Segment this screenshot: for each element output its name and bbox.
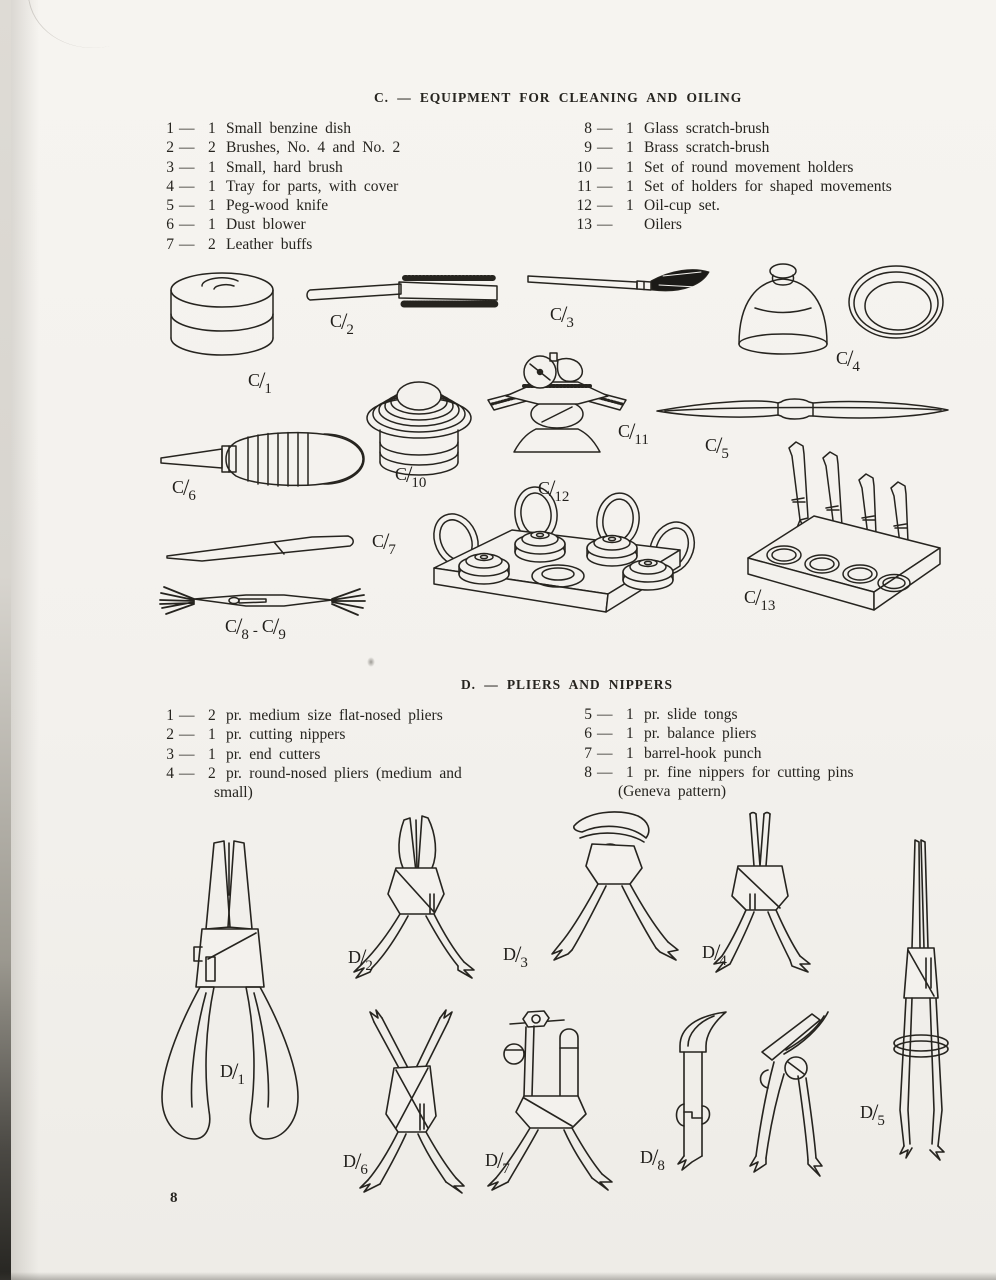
figure-label-c11 bbox=[618, 417, 649, 449]
item-dash: — bbox=[179, 139, 195, 157]
figure-letter: D bbox=[343, 1151, 356, 1171]
item-quantity: 1 bbox=[208, 120, 216, 137]
item-number: 10 bbox=[576, 158, 592, 176]
figure-slash: / bbox=[629, 419, 636, 444]
item-description: Leather buffs bbox=[226, 235, 313, 253]
item-dash: — bbox=[597, 725, 613, 743]
geneva-nippers-illustration bbox=[650, 1008, 838, 1186]
item-description: Glass scratch-brush bbox=[644, 120, 770, 137]
list-item bbox=[560, 177, 892, 196]
figure-number: 1 bbox=[264, 381, 272, 397]
figure-label-d4 bbox=[702, 938, 727, 970]
item-number: 2 bbox=[166, 726, 174, 744]
item-description-line2: (Geneva pattern) bbox=[618, 783, 727, 801]
item-quantity: 1 bbox=[208, 216, 216, 234]
item-number: 7 bbox=[584, 744, 592, 762]
peg-wood-knife-illustration bbox=[653, 388, 953, 430]
item-quantity: 2 bbox=[208, 707, 216, 724]
item-quantity: 1 bbox=[626, 706, 634, 723]
item-dash: — bbox=[179, 177, 195, 195]
figure-letter: C bbox=[330, 311, 343, 331]
item-description: pr. medium size flat-nosed pliers bbox=[226, 707, 443, 724]
section-c-title: C. — EQUIPMENT FOR CLEANING AND OILING bbox=[374, 90, 743, 105]
figure-letter: C bbox=[538, 478, 551, 498]
figure-slash: / bbox=[755, 585, 762, 610]
figure-number: 7 bbox=[502, 1161, 510, 1177]
figure-slash: / bbox=[259, 368, 266, 393]
figure-number: 8 bbox=[657, 1158, 665, 1174]
item-quantity: 1 bbox=[208, 726, 216, 744]
figure-number: 3 bbox=[566, 315, 574, 331]
item-description: pr. balance pliers bbox=[644, 725, 757, 743]
item-dash: — bbox=[597, 139, 613, 157]
figure-letter: C bbox=[172, 477, 185, 497]
figure-number: 7 bbox=[388, 542, 396, 558]
figure-letter: C bbox=[836, 348, 849, 368]
figure-number: 11 bbox=[634, 432, 649, 448]
figure-label-c7 bbox=[372, 527, 396, 559]
item-description: Set of holders for shaped movements bbox=[644, 177, 892, 195]
shaped-movement-holder-illustration bbox=[478, 352, 636, 456]
figure-number: 5 bbox=[721, 446, 729, 462]
figure-label-c8-c9 bbox=[225, 612, 286, 644]
item-description: Tray for parts, with cover bbox=[226, 177, 399, 195]
section-c-list-right bbox=[560, 119, 892, 235]
item-number: 11 bbox=[577, 177, 592, 195]
figure-letter: D bbox=[640, 1147, 653, 1167]
figure-letter: C bbox=[225, 616, 238, 636]
ink-smudge bbox=[367, 657, 375, 667]
section-d-list-right bbox=[560, 705, 854, 801]
item-number: 8 bbox=[584, 763, 592, 781]
list-item bbox=[158, 138, 400, 157]
item-number: 4 bbox=[166, 177, 174, 195]
item-dash: — bbox=[597, 120, 613, 137]
item-description: pr. cutting nippers bbox=[226, 726, 346, 744]
figure-number: 4 bbox=[852, 359, 860, 375]
list-item bbox=[158, 745, 462, 764]
item-number: 13 bbox=[576, 216, 592, 234]
figure-letter: D bbox=[702, 942, 715, 962]
list-item bbox=[560, 119, 892, 138]
figure-slash: / bbox=[872, 1100, 879, 1125]
item-description bbox=[214, 764, 462, 803]
figure-slash: / bbox=[341, 309, 348, 334]
item-quantity: 1 bbox=[626, 197, 634, 215]
figure-label-c2 bbox=[330, 307, 354, 339]
list-item bbox=[158, 725, 462, 744]
page-number: 8 bbox=[170, 1190, 178, 1206]
item-quantity: 2 bbox=[208, 235, 216, 253]
figure-number: 2 bbox=[365, 958, 373, 974]
figure-letter: D bbox=[503, 944, 516, 964]
figure-number: 6 bbox=[360, 1162, 368, 1178]
item-description: pr. slide tongs bbox=[644, 706, 738, 723]
item-quantity: 1 bbox=[208, 177, 216, 195]
item-dash: — bbox=[597, 197, 613, 215]
list-item bbox=[158, 177, 400, 196]
slide-tongs-illustration bbox=[876, 830, 966, 1160]
item-number: 12 bbox=[576, 197, 592, 215]
leather-buff-illustration bbox=[162, 530, 362, 565]
figure-letter: C bbox=[248, 370, 261, 390]
figure-slash: / bbox=[183, 475, 190, 500]
list-item bbox=[158, 196, 400, 215]
figure-number: 12 bbox=[554, 489, 570, 505]
item-description bbox=[618, 763, 854, 802]
section-d-title: D. — PLIERS AND NIPPERS bbox=[461, 677, 673, 692]
page-bottom-shadow bbox=[0, 1272, 996, 1280]
figure-slash: / bbox=[847, 346, 854, 371]
figure-label-d6 bbox=[343, 1147, 368, 1179]
item-number: 9 bbox=[584, 139, 592, 157]
item-quantity: 1 bbox=[626, 139, 634, 157]
figure-number: 5 bbox=[877, 1113, 885, 1129]
item-quantity: 1 bbox=[626, 158, 634, 176]
list-item bbox=[158, 215, 400, 234]
item-dash: — bbox=[597, 763, 613, 781]
figure-label-c13 bbox=[744, 583, 775, 615]
figure-label-c12 bbox=[538, 474, 569, 506]
item-quantity: 1 bbox=[626, 177, 634, 195]
item-dash: — bbox=[597, 216, 613, 234]
page-left-edge-shadow bbox=[0, 0, 11, 1280]
figure-label-c3 bbox=[550, 300, 574, 332]
item-dash: — bbox=[179, 707, 195, 724]
figure-slash: / bbox=[497, 1148, 504, 1173]
item-dash: — bbox=[179, 158, 195, 176]
figure-label-d5 bbox=[860, 1098, 885, 1130]
item-dash: — bbox=[179, 745, 195, 763]
figure-slash: / bbox=[236, 614, 243, 639]
figure-label-c10 bbox=[395, 460, 426, 492]
figure-slash: / bbox=[272, 614, 280, 639]
figure-number: 1 bbox=[237, 1072, 245, 1088]
figure-label-c4 bbox=[836, 344, 860, 376]
figure-slash: / bbox=[406, 462, 413, 487]
item-number: 8 bbox=[584, 120, 592, 137]
figure-label-d7 bbox=[485, 1146, 510, 1178]
item-quantity: 1 bbox=[626, 120, 634, 137]
item-number: 7 bbox=[166, 235, 174, 253]
item-description-line1: pr. fine nippers for cutting pins bbox=[644, 763, 854, 781]
figure-number: 9 bbox=[278, 627, 286, 643]
page-corner-curl bbox=[28, 0, 110, 61]
figure-joiner: - bbox=[252, 623, 258, 639]
figure-letter: D bbox=[485, 1150, 498, 1170]
figure-letter: C bbox=[550, 304, 563, 324]
figure-label-d8 bbox=[640, 1143, 665, 1175]
figure-number: 10 bbox=[411, 475, 427, 491]
item-number: 3 bbox=[166, 745, 174, 763]
item-description: Brushes, No. 4 and No. 2 bbox=[226, 139, 401, 157]
end-cutters-illustration bbox=[546, 806, 686, 981]
item-dash: — bbox=[179, 216, 195, 234]
figure-slash: / bbox=[714, 940, 721, 965]
figure-number: 3 bbox=[520, 955, 528, 971]
figure-slash: / bbox=[716, 433, 723, 458]
item-dash: — bbox=[179, 197, 195, 215]
item-description: barrel-hook punch bbox=[644, 744, 762, 762]
list-item bbox=[560, 196, 892, 215]
item-number: 1 bbox=[166, 707, 174, 724]
item-description-line1: pr. round-nosed pliers (medium and bbox=[226, 764, 462, 782]
item-number: 1 bbox=[166, 120, 174, 137]
item-description: Small, hard brush bbox=[226, 158, 343, 176]
item-description: pr. end cutters bbox=[226, 745, 321, 763]
item-description: Small benzine dish bbox=[226, 120, 351, 137]
figure-label-d2 bbox=[348, 943, 373, 975]
item-quantity: 1 bbox=[208, 197, 216, 215]
figure-letter: D bbox=[348, 947, 361, 967]
list-item bbox=[560, 705, 854, 724]
list-item bbox=[560, 215, 892, 234]
item-dash: — bbox=[179, 235, 195, 253]
list-item bbox=[158, 158, 400, 177]
list-item bbox=[560, 763, 854, 802]
figure-letter: C bbox=[372, 531, 385, 551]
item-description: Peg-wood knife bbox=[226, 197, 329, 215]
item-dash: — bbox=[597, 177, 613, 195]
item-quantity: 1 bbox=[208, 745, 216, 763]
item-quantity: 2 bbox=[208, 764, 216, 782]
item-dash: — bbox=[597, 706, 613, 723]
figure-slash: / bbox=[383, 529, 390, 554]
figure-letter: D bbox=[860, 1102, 873, 1122]
item-number: 3 bbox=[166, 158, 174, 176]
item-description: Dust blower bbox=[226, 216, 306, 234]
list-item bbox=[560, 744, 854, 763]
figure-slash: / bbox=[561, 302, 568, 327]
list-item bbox=[158, 764, 462, 803]
item-description-line2: small) bbox=[214, 784, 253, 802]
item-dash: — bbox=[179, 764, 195, 782]
figure-letter: C bbox=[705, 435, 718, 455]
figure-label-d3 bbox=[503, 940, 528, 972]
item-number: 2 bbox=[166, 139, 174, 157]
list-item bbox=[560, 158, 892, 177]
figure-number: 4 bbox=[719, 953, 727, 969]
section-c-list-left bbox=[158, 119, 400, 254]
figure-slash: / bbox=[515, 942, 522, 967]
list-item bbox=[158, 706, 462, 725]
item-description: Set of round movement holders bbox=[644, 158, 854, 176]
item-dash: — bbox=[597, 744, 613, 762]
item-description: Oilers bbox=[644, 216, 682, 234]
list-item bbox=[560, 138, 892, 157]
figure-slash: / bbox=[549, 476, 556, 501]
item-number: 5 bbox=[166, 197, 174, 215]
item-number: 6 bbox=[584, 725, 592, 743]
item-quantity: 1 bbox=[626, 725, 634, 743]
item-dash: — bbox=[179, 120, 195, 137]
item-dash: — bbox=[597, 158, 613, 176]
item-number: 5 bbox=[584, 706, 592, 723]
figure-number: 2 bbox=[346, 322, 354, 338]
figure-number: 6 bbox=[188, 488, 196, 504]
item-number: 4 bbox=[166, 764, 174, 782]
figure-letter: C bbox=[395, 464, 408, 484]
item-quantity bbox=[626, 215, 639, 234]
figure-label-c1 bbox=[248, 366, 272, 398]
section-d-list-left bbox=[158, 706, 462, 802]
item-quantity: 2 bbox=[208, 139, 216, 157]
list-item bbox=[158, 235, 400, 254]
figure-slash: / bbox=[360, 945, 367, 970]
figure-letter: C bbox=[618, 421, 631, 441]
figure-slash: / bbox=[355, 1149, 362, 1174]
figure-letter: C bbox=[261, 616, 274, 636]
benzine-dish-illustration bbox=[166, 268, 278, 364]
figure-label-c6 bbox=[172, 473, 196, 505]
figure-number: 8 bbox=[241, 627, 249, 643]
item-quantity: 1 bbox=[208, 158, 216, 176]
item-description: Oil-cup set. bbox=[644, 197, 720, 215]
figure-slash: / bbox=[652, 1145, 659, 1170]
item-number: 6 bbox=[166, 216, 174, 234]
figure-letter: D bbox=[220, 1061, 233, 1081]
item-dash: — bbox=[179, 726, 195, 744]
figure-label-d1 bbox=[220, 1057, 245, 1089]
figure-slash: / bbox=[232, 1059, 239, 1084]
list-item bbox=[560, 724, 854, 743]
figure-letter: C bbox=[744, 587, 757, 607]
figure-number: 13 bbox=[760, 598, 776, 614]
page-left-edge-fade bbox=[11, 0, 39, 1280]
figure-label-c5 bbox=[705, 431, 729, 463]
item-quantity: 1 bbox=[626, 763, 634, 781]
list-item bbox=[158, 119, 400, 138]
flat-nosed-pliers-illustration bbox=[148, 835, 318, 1147]
item-description: Brass scratch-brush bbox=[644, 139, 770, 157]
item-quantity: 1 bbox=[626, 744, 634, 762]
